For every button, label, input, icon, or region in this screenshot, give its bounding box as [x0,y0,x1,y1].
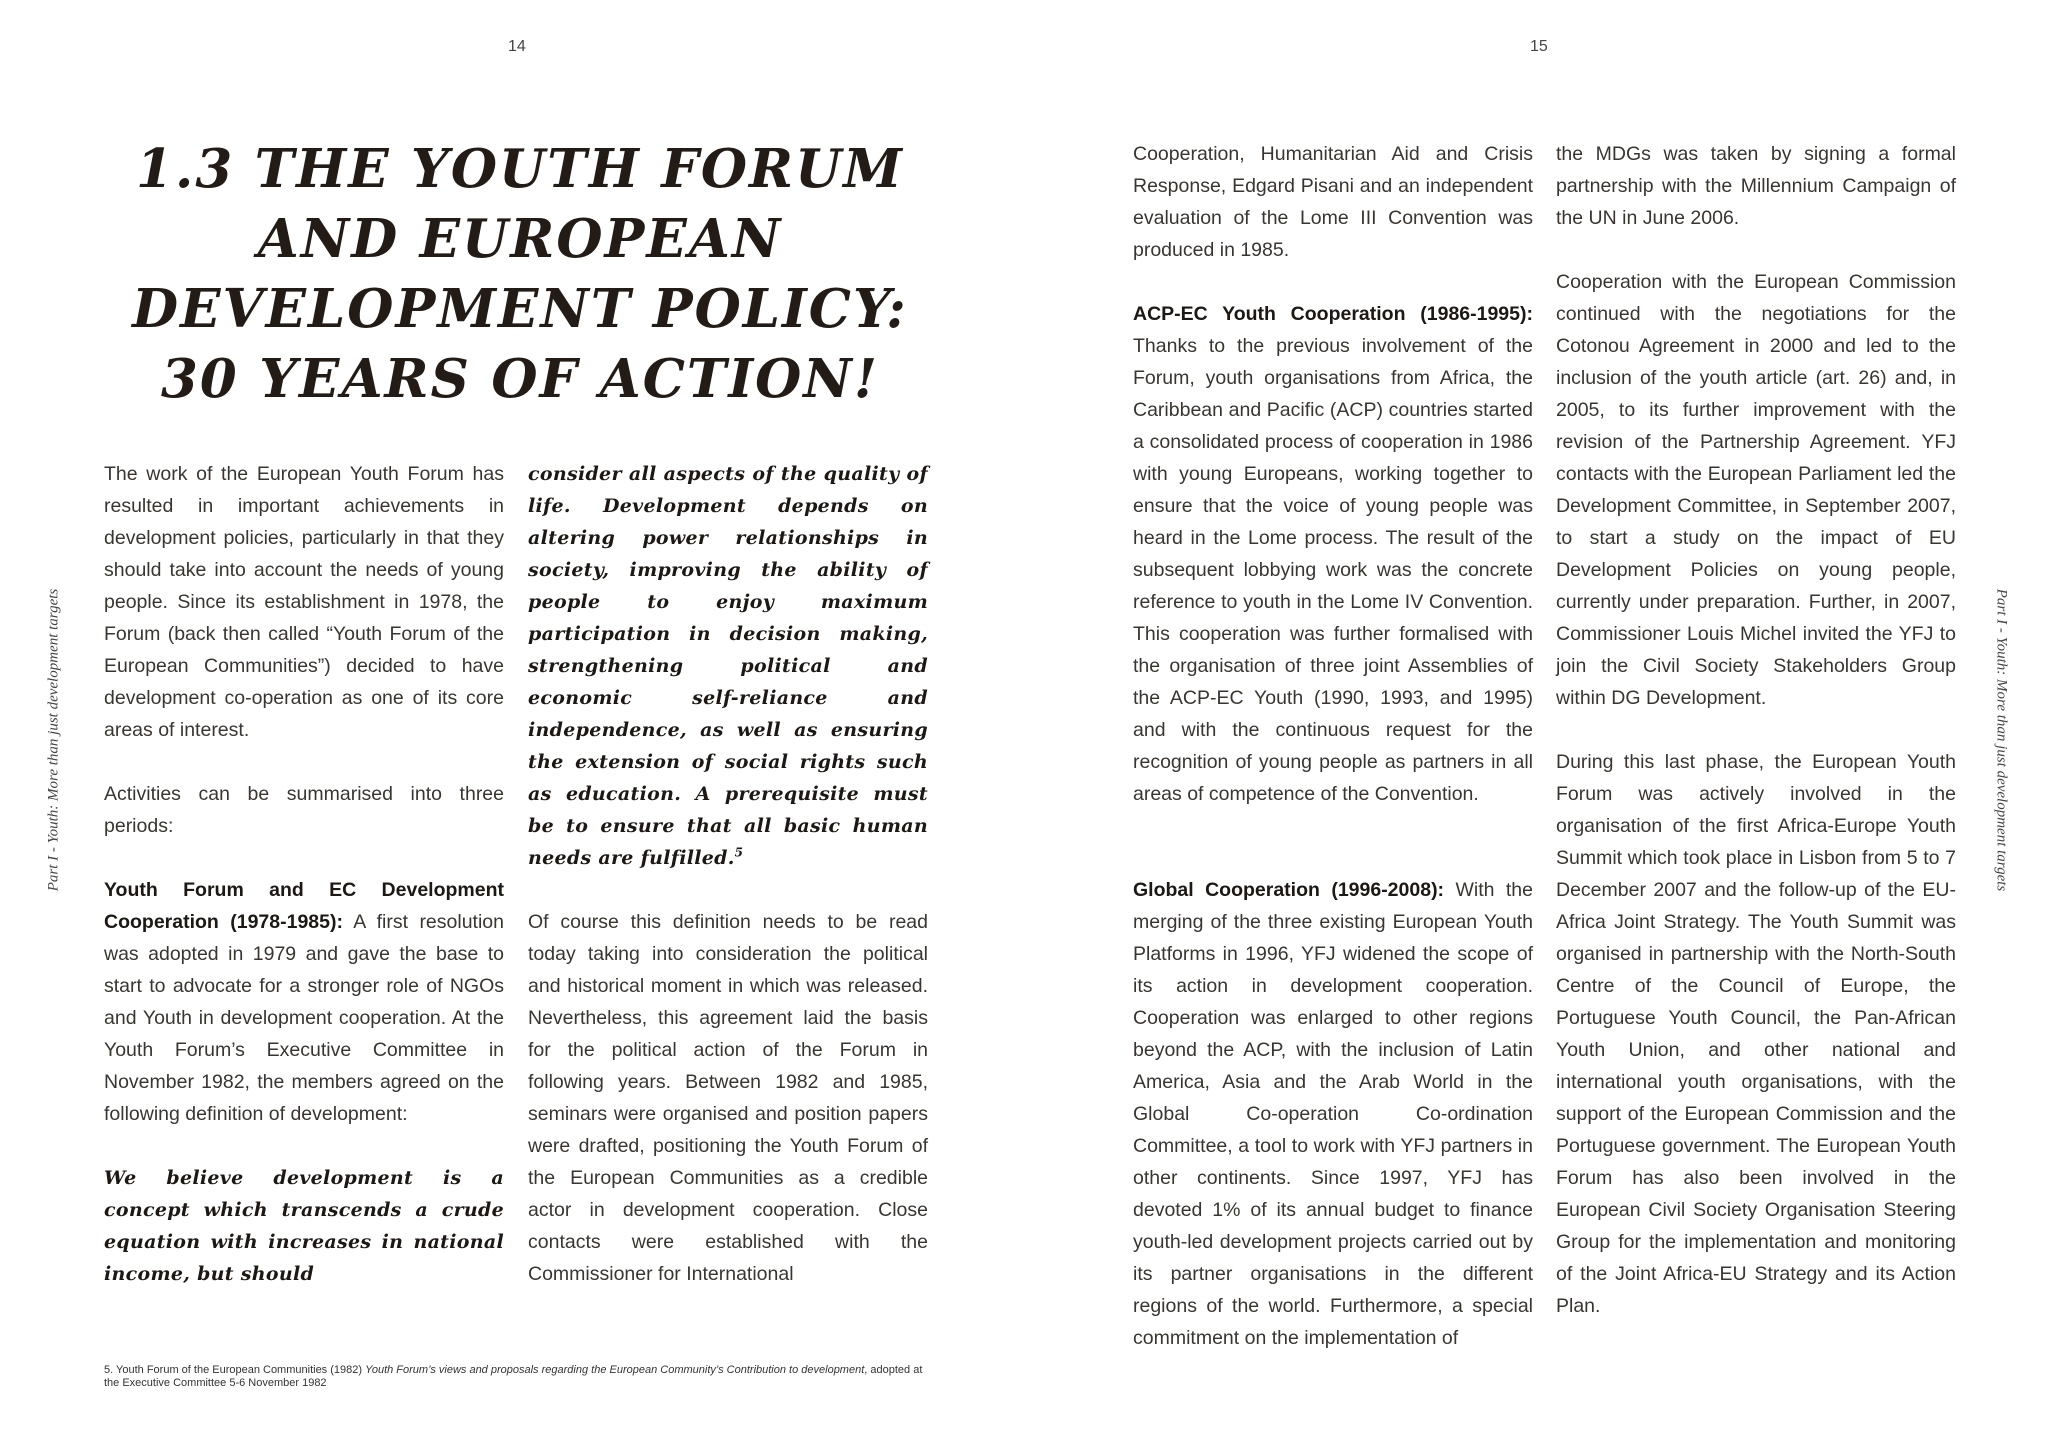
summit-paragraph: During this last phase, the European Youth Forum was actively involved in the organisation of the first Africa-Europe Youth Summit which took place in Lisbon from 5 to 7 December 2007 and the follow-up of the EU-Africa Joint Strategy. The Youth Summit was organised in partnership with the North-South Centre of the Council of Europe, the Portuguese Youth Council, the Pan-African Youth Union, and other national and international youth organisations, with the support of the European Commission and the Portuguese government. The European Youth Forum has also been involved in the European Civil Society Organisation Steering Group for the implementation and monitoring of the Joint Africa-EU Strategy and its Action Plan. [1556,751,1956,1317]
text-column-3 [1133,138,1533,1386]
heading-line-2: AND EUROPEAN [257,208,783,270]
footnote-tail: , adopted at the Executive Committee 5-6 November 1982 [104,1364,923,1389]
quote-text: consider all aspects of the quality of life. Development depends on altering power relationships in society, improving the ability of people to enjoy maximum participation in decision making, strengthening political and economic self-reliance and independence, as well as ensuring the extension of social rights such as education. A prerequisite must be to ensure that all basic human needs are fulfilled. [528,463,928,869]
page-number-right: 15 [1530,38,1548,55]
text-column-2 [528,458,928,1322]
footnote-ref: 5 [734,845,744,860]
period-3-body: With the merging of the three existing European Youth Platforms in 1996, YFJ widened the scope of its action in development cooperation. Cooperation was enlarged to other regions beyond the ACP, with the inclusion of Latin America, Asia and the Arab World in the Global Co-operation Co-ordination Committee, a tool to work with YFJ partners in other continents. Since 1997, YFJ has devoted 1% of its annual budget to finance youth-led development projects carried out by its partner organisations in the different regions of the world. Furthermore, a special commitment on the implementation of [1133,879,1533,1349]
period-3-paragraph [1133,874,1533,1354]
mdg-paragraph: the MDGs was taken by signing a formal partnership with the Millennium Campaign of the UN in June 2006. [1556,143,1956,229]
text-column-4 [1556,138,1956,1354]
period-2-paragraph [1133,298,1533,810]
commission-paragraph: Cooperation with the European Commission continued with the negotiations for the Cotonou Agreement in 2000 and led to the inclusion of the youth article (art. 26) and, in 2005, to its further improvement with the revision of the Partnership Agreement. YFJ contacts with the European Parliament led the Development Committee, in September 2007, to start a study on the impact of EU Development Policies on young people, currently under preparation. Further, in 2007, Commissioner Louis Michel invited the YFJ to join the Civil Society Stakeholders Group within DG Development. [1556,271,1956,709]
continued-paragraph: Cooperation, Humanitarian Aid and Crisis Response, Edgard Pisani and an independent evaluation of the Lome III Convention was produced in 1985. [1133,143,1533,261]
period-1-body: A first resolution was adopted in 1979 and gave the base to start to advocate for a stronger role of NGOs and Youth in development cooperation. At the Youth Forum’s Executive Committee in November 1982, the members agreed on the following definition of development: [104,911,504,1125]
heading-line-1: 1.3 THE YOUTH FORUM [136,138,904,200]
definition-quote-end [528,458,928,874]
period-2-heading: ACP-EC Youth Cooperation (1986-1995): [1133,303,1533,325]
period-2-body: Thanks to the previous involvement of the Forum, youth organisations from Africa, the Caribbean and Pacific (ACP) countries started a consolidated process of cooperation in 1986 with young Europeans, working together to ensure that the voice of young people was heard in the Lome process. The result of the subsequent lobbying work was the concrete reference to youth in the Lome IV Convention. This cooperation was further formalised with the organisation of three joint Assemblies of the ACP-EC Youth (1990, 1993, and 1995) and with the continuous request for the recognition of young people as partners in all areas of competence of the Convention. [1133,335,1533,805]
heading-line-4: 30 YEARS OF ACTION! [161,348,879,410]
footnote-title: Youth Forum’s views and proposals regarding the European Community’s Contribution to development [365,1364,865,1376]
period-3-heading: Global Cooperation (1996-2008): [1133,879,1445,901]
definition-quote-start: We believe development is a concept which transcends a crude equation with increases in national income, but should [104,1167,504,1285]
context-paragraph: Of course this definition needs to be read today taking into consideration the political and historical moment in which was released. Nevertheless, this agreement laid the basis for the political action of the Forum in following years. Between 1982 and 1985, seminars were organised and position papers were drafted, positioning the Youth Forum of the European Communities as a credible actor in development cooperation. Close contacts were established with the Commissioner for International [528,911,928,1285]
footnote [104,1364,930,1390]
page-number-left: 14 [508,38,526,55]
text-column-1 [104,458,504,1290]
period-1-heading: Youth Forum and EC Development Cooperation (1978-1985): [104,879,504,933]
intro-paragraph: The work of the European Youth Forum has resulted in important achievements in development policies, particularly in that they should take into account the needs of young people. Since its establishment in 1978, the Forum (back then called “Youth Forum of the European Communities”) decided to have development co-operation as one of its core areas of interest. [104,463,504,741]
side-label-left: Part I - Youth: More than just development targets [45,588,62,892]
side-label-right: Part I - Youth: More than just development targets [1993,588,2010,892]
period-1-paragraph [104,874,504,1130]
heading-line-3: DEVELOPMENT POLICY: [132,278,908,340]
footnote-lead: 5. Youth Forum of the European Communities (1982) [104,1364,366,1376]
chapter-heading [100,134,940,414]
periods-paragraph: Activities can be summarised into three periods: [104,783,504,837]
